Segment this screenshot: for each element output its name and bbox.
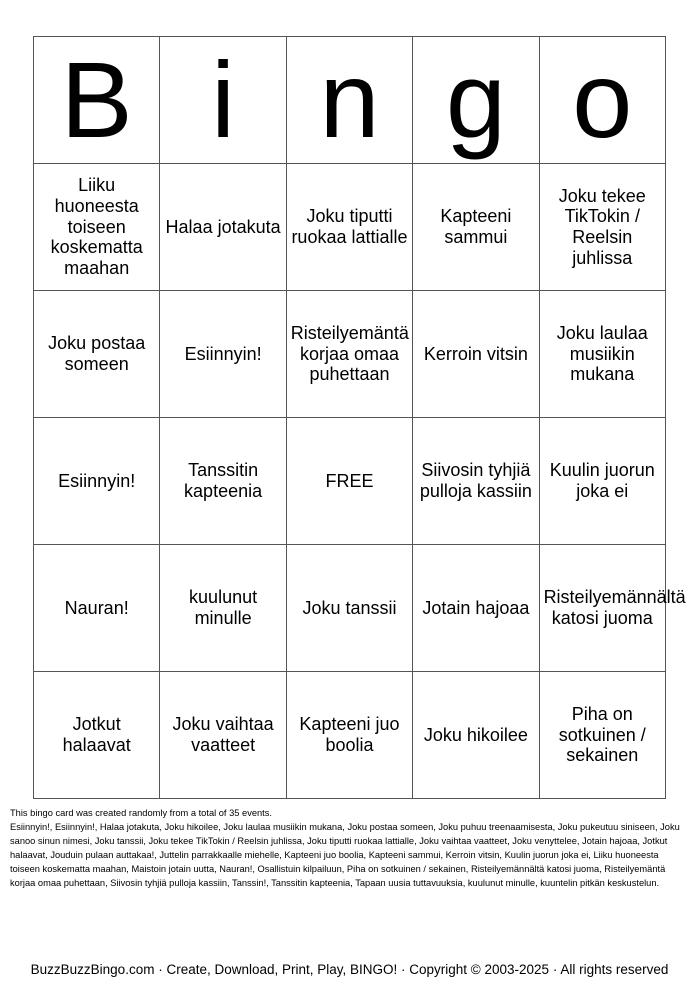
bingo-row	[34, 418, 666, 545]
bingo-cell: Tanssitin kapteenia	[160, 418, 286, 545]
bingo-row	[34, 291, 666, 418]
bingo-cell: Esiinnyin!	[34, 418, 160, 545]
bingo-cell: kuulunut minulle	[160, 545, 286, 672]
bingo-card	[33, 36, 686, 799]
bingo-cell: Kuulin juorun joka ei	[539, 418, 665, 545]
event-list: Esiinnyin!, Esiinnyin!, Halaa jotakuta, Joku hikoilee, Joku laulaa musiikin mukana, Joku postaa someen, Joku puhuu treenaamisesta, Joku pukeutuu siniseen, Joku sanoo sinun nimesi, Joku tanssii, Joku tekee TikTokin / Reelsin juhlissa, Joku tiputti ruokaa lattialle, Joku vaihtaa vaatteet, Joku venyttelee, Jotain hajoaa, Jotkut halaavat, Jouduin pulaan auttakaa!, Juttelin parrakkaalle miehelle, Kapteeni juo boolia, Kapteeni sammui, Kerroin vitsin, Kuulin juorun joka ei, Liiku huoneesta toiseen koskematta maahan, Maistoin jotain uutta, Nauran!, Osallistuin kilpailuun, Piha on sotkuinen / sekainen, Risteilyemännältä katosi juoma, Risteilyemäntä korjaa omaa puhettaan, Siivosin tyhjiä pulloja kassiin, Tanssin!, Tanssitin kapteenia, Tapaan uusia tuttavuuksia, kuulunut minulle, kuuntelin pitkän keskustelun.	[10, 822, 680, 888]
bingo-cell: Joku tanssii	[286, 545, 412, 672]
bingo-cell: Joku postaa someen	[34, 291, 160, 418]
bingo-cell: Joku laulaa musiikin mukana	[539, 291, 665, 418]
bingo-cell: Nauran!	[34, 545, 160, 672]
bingo-cell: Esiinnyin!	[160, 291, 286, 418]
bingo-cell: Joku hikoilee	[413, 672, 539, 799]
card-description-intro: This bingo card was created randomly from a total of 35 events.	[10, 808, 272, 818]
bingo-cell: Kapteeni sammui	[413, 164, 539, 291]
header-letter-g: g	[413, 37, 539, 164]
header-letter-n: n	[286, 37, 412, 164]
bingo-cell: Liiku huoneesta toiseen koskematta maahan	[34, 164, 160, 291]
bingo-cell: Joku tiputti ruokaa lattialle	[286, 164, 412, 291]
bingo-row	[34, 672, 666, 799]
bingo-header-row	[34, 37, 666, 164]
header-letter-b: B	[34, 37, 160, 164]
bingo-row	[34, 545, 666, 672]
bingo-cell: Piha on sotkuinen / sekainen	[539, 672, 665, 799]
site-footer: BuzzBuzzBingo.com · Create, Download, Print, Play, BINGO! · Copyright © 2003-2025 · All rights reserved	[30, 962, 669, 977]
bingo-cell: Siivosin tyhjiä pulloja kassiin	[413, 418, 539, 545]
bingo-cell: Risteilyemäntä korjaa omaa puhettaan	[286, 291, 412, 418]
bingo-cell: Jotkut halaavat	[34, 672, 160, 799]
bingo-cell: Jotain hajoaa	[413, 545, 539, 672]
bingo-cell: Joku vaihtaa vaatteet	[160, 672, 286, 799]
bingo-row	[34, 164, 666, 291]
bingo-cell: Kerroin vitsin	[413, 291, 539, 418]
bingo-cell: Halaa jotakuta	[160, 164, 286, 291]
bingo-cell: Joku tekee TikTokin / Reelsin juhlissa	[539, 164, 665, 291]
header-letter-i: i	[160, 37, 286, 164]
header-letter-o: o	[539, 37, 665, 164]
bingo-cell: Risteilyemännältä katosi juoma	[539, 545, 665, 672]
free-space-cell: FREE	[286, 418, 412, 545]
card-description	[10, 806, 690, 890]
bingo-cell: Kapteeni juo boolia	[286, 672, 412, 799]
